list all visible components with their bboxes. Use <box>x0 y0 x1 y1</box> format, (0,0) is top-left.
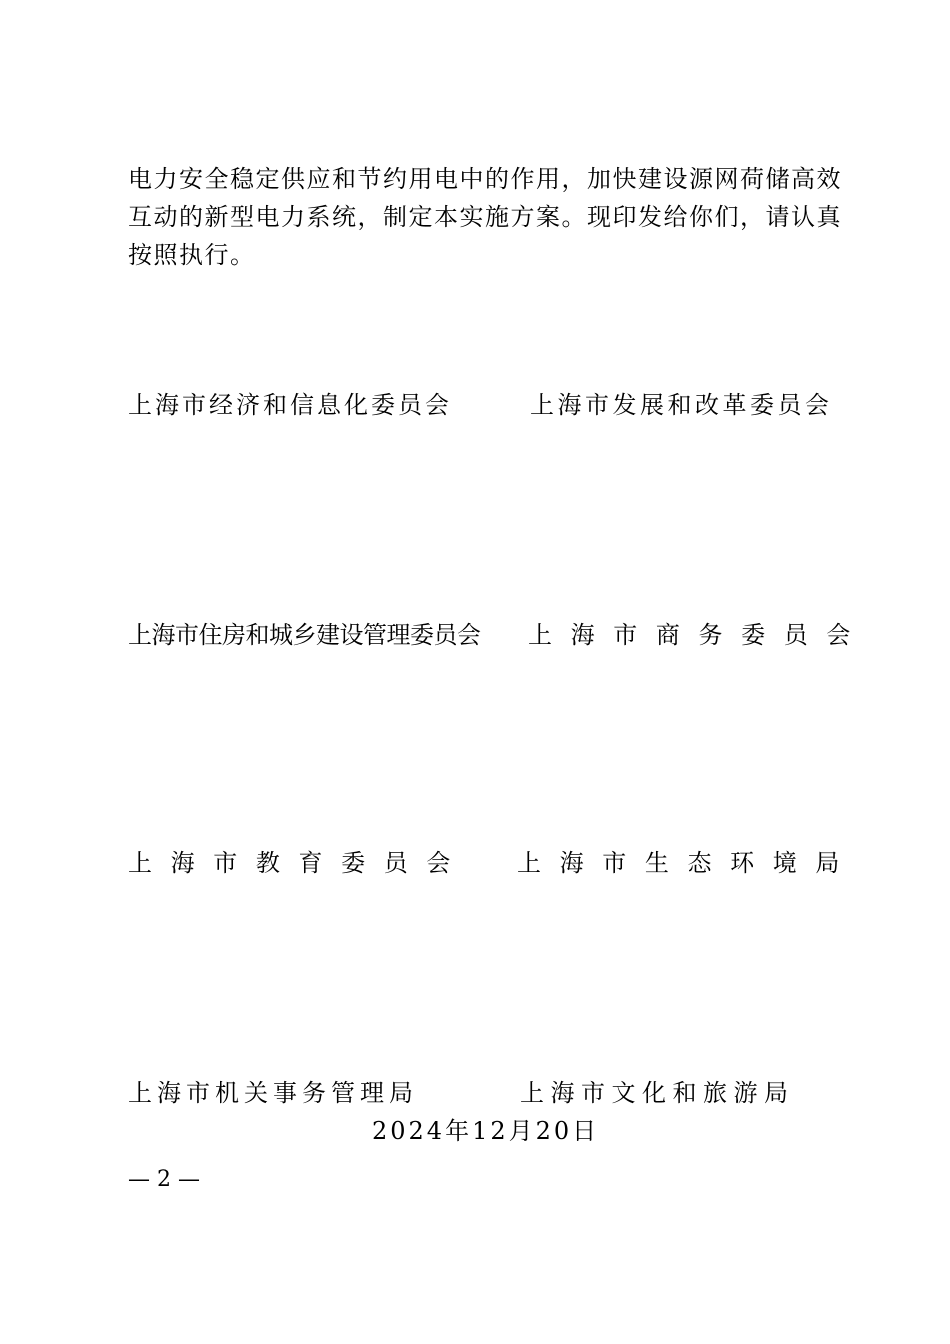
signature-government-offices: 上海市机关事务管理局 <box>128 1079 418 1107</box>
signature-education: 上 海 市 教 育 委 员 会 <box>128 849 456 877</box>
issue-date: 2024年12月20日 <box>372 1117 600 1145</box>
body-paragraph <box>128 160 842 274</box>
body-line-1: 电力安全稳定供应和节约用电中的作用，加快建设源网荷储高效 <box>128 165 842 193</box>
body-line-3: 按照执行。 <box>128 241 256 269</box>
signature-culture-tourism: 上海市文化和旅游局 <box>520 1079 795 1107</box>
signature-housing-urban-rural: 上海市住房和城乡建设管理委员会 <box>128 621 481 649</box>
signature-commerce: 上 海 市 商 务 委 员 会 <box>528 621 856 649</box>
signature-ecology-environment: 上 海 市 生 态 环 境 局 <box>517 849 845 877</box>
body-line-2: 互动的新型电力系统，制定本实施方案。现印发给你们，请认真 <box>128 203 842 231</box>
signature-development-reform: 上海市发展和改革委员会 <box>530 391 833 419</box>
page-number: — 2 — <box>128 1167 200 1192</box>
signature-economy-informatization: 上海市经济和信息化委员会 <box>128 391 452 419</box>
